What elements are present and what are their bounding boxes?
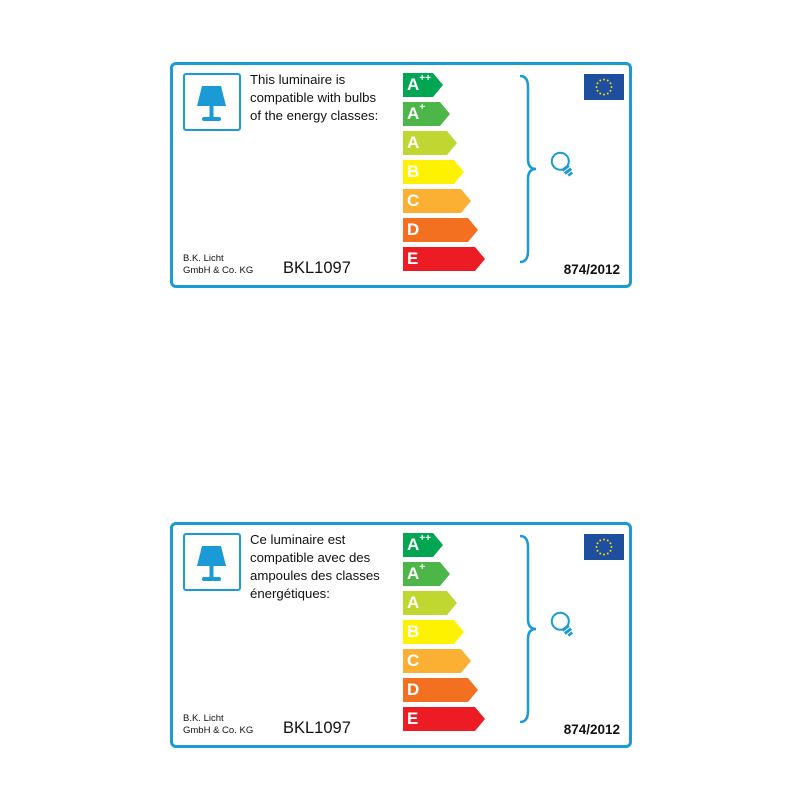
description-line: Ce luminaire est [250,532,346,547]
eu-star [610,82,612,84]
compatibility-text [250,531,400,603]
eu-star [599,93,601,95]
lamp-icon [183,533,241,591]
eu-star [603,554,605,556]
energy-class-letter: C [407,191,420,210]
manufacturer-line: B.K. Licht [183,253,224,264]
eu-star [599,540,601,542]
manufacturer [183,253,253,277]
energy-class-superscript: + [419,102,426,114]
light-bulb-icon [546,148,582,184]
manufacturer-line: B.K. Licht [183,713,224,724]
eu-star [596,546,598,548]
eu-star [597,550,599,552]
eu-star [607,553,609,555]
eu-star [597,90,599,92]
energy-class-superscript: ++ [419,533,431,545]
light-bulb-icon [546,608,582,644]
eu-star [603,539,605,541]
lamp-icon [183,73,241,131]
description-line: ampoules des classes [250,568,380,583]
energy-class-letter: A+ [407,102,426,123]
energy-class-letter: B [407,622,420,641]
eu-star [599,553,601,555]
curly-bracket [518,533,538,725]
eu-star [603,79,605,81]
model-number: BKL1097 [283,719,351,737]
curly-bracket [518,73,538,265]
energy-class-letter: E [407,249,419,268]
energy-class-letter: D [407,220,420,239]
eu-star [610,550,612,552]
eu-star [596,86,598,88]
description-line: énergétiques: [250,586,330,601]
eu-star [607,93,609,95]
manufacturer [183,713,253,737]
energy-class-letter: A [407,133,420,152]
eu-star [599,80,601,82]
eu-star [597,82,599,84]
energy-class-letter: A+ [407,562,426,583]
model-number: BKL1097 [283,259,351,277]
energy-class-superscript: + [419,562,426,574]
energy-class-letter: E [407,709,419,728]
regulation-number: 874/2012 [563,262,620,277]
regulation-number: 874/2012 [563,722,620,737]
manufacturer-line: GmbH & Co. KG [183,725,254,736]
eu-star [610,542,612,544]
eu-star [603,94,605,96]
eu-flag-icon [584,534,624,560]
description-line: This luminaire is [250,72,346,87]
eu-star [610,90,612,92]
energy-label-en [170,62,632,288]
energy-class-letter: C [407,651,420,670]
eu-star [611,86,613,88]
description-line: of the energy classes: [250,108,379,123]
eu-star [607,540,609,542]
eu-flag-icon [584,74,624,100]
energy-label-fr [170,522,632,748]
description-line: compatible with bulbs [250,90,377,105]
energy-class-letter: B [407,162,420,181]
eu-star [611,546,613,548]
energy-class-superscript: ++ [419,73,431,85]
energy-class-letter: D [407,680,420,699]
manufacturer-line: GmbH & Co. KG [183,265,254,276]
description-line: compatible avec des [250,550,371,565]
eu-star [597,542,599,544]
compatibility-text [250,71,400,125]
energy-class-letter: A [407,593,420,612]
energy-class-letter: A++ [407,73,431,94]
eu-star [607,80,609,82]
energy-class-letter: A++ [407,533,431,554]
